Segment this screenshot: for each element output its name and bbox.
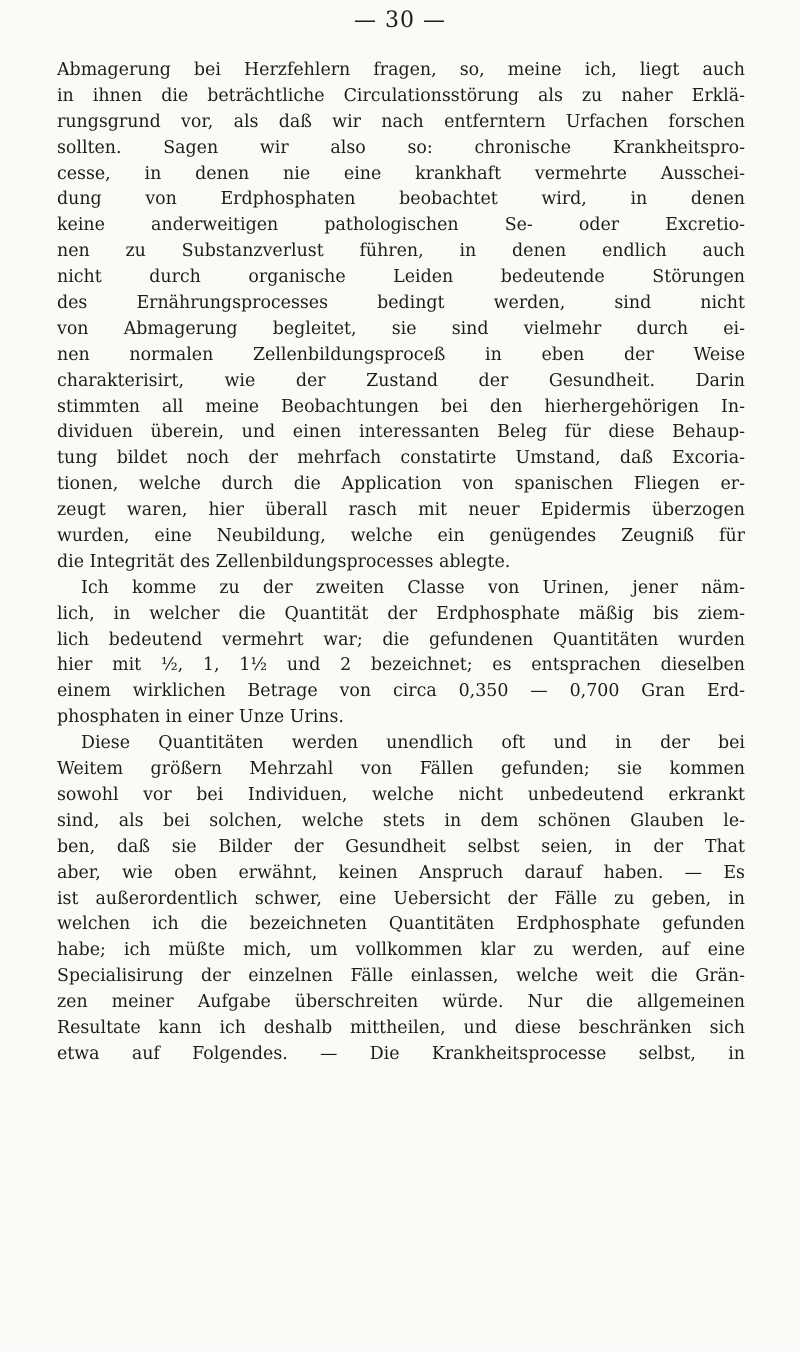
text-line: des Ernährungsprocesses bedingt werden, sind nicht: [57, 293, 745, 314]
text-line: zen meiner Aufgabe überschreiten würde. Nur die allgemeinen: [57, 992, 745, 1013]
text-line: in ihnen die beträchtliche Circulationsstörung als zu naher Erklä-: [57, 85, 745, 106]
text-line: von Abmagerung begleitet, sie sind vielmehr durch ei-: [57, 318, 745, 339]
text-line: hier mit ½, 1, 1½ und 2 bezeichnet; es entsprachen dieselben: [57, 655, 745, 676]
text-line: phosphaten in einer Unze Urins.: [57, 707, 344, 728]
text-line: tung bildet noch der mehrfach constatirte Umstand, daß Excoria-: [57, 448, 745, 469]
text-line: welchen ich die bezeichneten Quantitäten Erdphosphate gefunden: [57, 914, 745, 935]
text-line: dung von Erdphosphaten beobachtet wird, in denen: [57, 189, 745, 210]
text-line: Abmagerung bei Herzfehlern fragen, so, meine ich, liegt auch: [57, 60, 745, 80]
text-line: lich bedeutend vermehrt war; die gefundenen Quantitäten wurden: [57, 629, 745, 650]
text-line: lich, in welcher die Quantität der Erdphosphate mäßig bis ziem-: [57, 603, 745, 624]
text-line: sollten. Sagen wir also so: chronische Krankheitspro-: [57, 137, 745, 158]
text-line: nen zu Substanzverlust führen, in denen endlich auch: [57, 241, 745, 262]
text-line: etwa auf Folgendes. — Die Krankheitsprocesse selbst, in: [57, 1043, 745, 1064]
text-line: Diese Quantitäten werden unendlich oft und in der bei: [81, 733, 745, 754]
text-line: Specialisirung der einzelnen Fälle einlassen, welche weit die Grän-: [57, 966, 745, 987]
text-line: keine anderweitigen pathologischen Se- oder Excretio-: [57, 215, 745, 236]
text-line: wurden, eine Neubildung, welche ein genügendes Zeugniß für: [57, 526, 745, 547]
body-text: [57, 58, 745, 1068]
text-line: ben, daß sie Bilder der Gesundheit selbst seien, in der That: [57, 836, 745, 857]
text-line: sind, als bei solchen, welche stets in dem schönen Glauben le-: [57, 810, 745, 831]
text-line: zeugt waren, hier überall rasch mit neuer Epidermis überzogen: [57, 500, 745, 521]
text-line: sowohl vor bei Individuen, welche nicht unbedeutend erkrankt: [57, 784, 745, 805]
text-line: tionen, welche durch die Application von spanischen Fliegen er-: [57, 474, 745, 495]
text-line: charakterisirt, wie der Zustand der Gesundheit. Darin: [57, 370, 745, 391]
page-number: — 30 —: [354, 8, 446, 33]
text-line: einem wirklichen Betrage von circa 0,350 — 0,700 Gran Erd-: [57, 681, 745, 702]
text-line: stimmten all meine Beobachtungen bei den hierhergehörigen In-: [57, 396, 745, 417]
text-line: dividuen überein, und einen interessanten Beleg für diese Behaup-: [57, 422, 745, 443]
text-line: ist außerordentlich schwer, eine Uebersicht der Fälle zu geben, in: [57, 888, 745, 909]
text-line: nen normalen Zellenbildungsproceß in eben der Weise: [57, 344, 745, 365]
text-line: die Integrität des Zellenbildungsprocesses ablegte.: [57, 551, 511, 572]
text-line: Ich komme zu der zweiten Classe von Urinen, jener näm-: [81, 577, 745, 598]
text-line: cesse, in denen nie eine krankhaft vermehrte Ausschei-: [57, 163, 745, 184]
text-line: Resultate kann ich deshalb mittheilen, und diese beschränken sich: [57, 1017, 745, 1038]
text-line: nicht durch organische Leiden bedeutende Störungen: [57, 267, 745, 288]
text-line: aber, wie oben erwähnt, keinen Anspruch darauf haben. — Es: [57, 862, 745, 883]
text-line: rungsgrund vor, als daß wir nach entferntern Urfachen forschen: [57, 111, 745, 132]
text-line: habe; ich müßte mich, um vollkommen klar zu werden, auf eine: [57, 940, 745, 961]
text-line: Weitem größern Mehrzahl von Fällen gefunden; sie kommen: [57, 759, 745, 780]
